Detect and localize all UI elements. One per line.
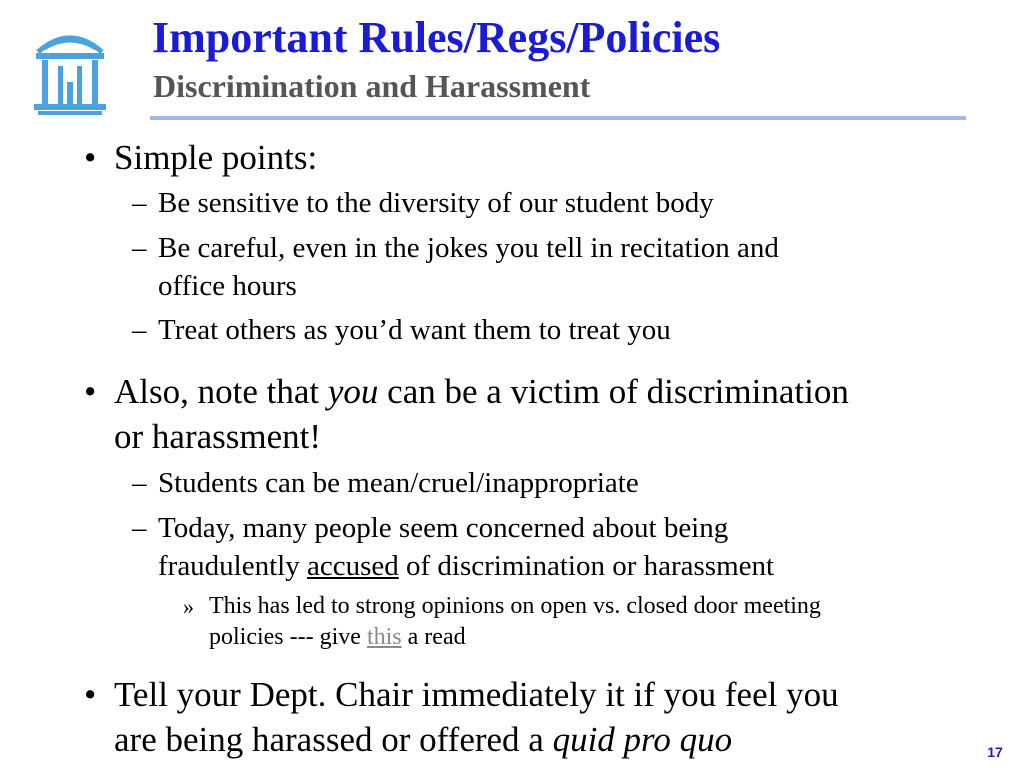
sub-bullet-text: Be careful, even in the jokes you tell in recitation and [158,232,779,264]
slide-subtitle: Discrimination and Harassment [153,68,591,104]
sub-bullet-text-cont: office hours [158,270,297,302]
bullet-text: Also, note that [114,372,328,411]
slide-title: Important Rules/Regs/Policies [152,13,721,62]
bullet-text-cont: are being harassed or offered a [114,720,553,759]
sub-sub-bullet-text-cont: policies --- give [209,624,367,650]
bullet-text: Tell your Dept. Chair immediately it if you feel you [114,675,839,714]
sub-sub-bullet [183,591,954,653]
sub-bullet [132,184,948,222]
dash-marker: – [132,232,147,264]
sub-bullet-text-cont: fraudulently [158,550,307,582]
emphasis-quid-pro-quo: quid pro quo [552,720,733,759]
sub-bullet-text: Treat others as you’d want them to treat you [158,314,671,346]
sub-bullet-text: Today, many people seem concerned about being [158,512,729,544]
dash-marker: – [132,314,147,346]
sub-bullet [132,229,948,305]
bullet-marker: • [84,675,97,714]
dash-marker: – [132,187,147,219]
raquo-marker: » [183,594,194,619]
sub-bullet-text: Be sensitive to the diversity of our student body [158,187,714,219]
sub-bullet-text-cont: of discrimination or harassment [398,550,775,582]
sub-sub-bullet-text: This has led to strong opinions on open vs. closed door meeting [209,593,821,619]
bullet-marker: • [84,372,97,411]
bullet-marker: • [84,138,97,177]
emphasis-you: you [327,372,379,411]
bullet-simple-points [84,135,964,180]
sub-sub-bullet-text-cont: a read [401,624,466,650]
sub-bullet-text: Students can be mean/cruel/inappropriate [158,467,639,499]
bullet-text-cont: or harassment! [114,417,322,456]
bullet-tell-chair [84,672,964,762]
underlined-accused: accused [306,550,399,582]
page-number: 17 [987,744,1003,760]
sub-bullet [132,509,948,585]
sub-bullet [132,311,948,349]
this-link[interactable]: this [366,624,402,650]
bullet-victim-note [84,369,964,459]
dash-marker: – [132,467,147,499]
bullet-text: Simple points: [114,138,318,177]
bullet-text: can be a victim of discrimination [378,372,849,411]
dash-marker: – [132,512,147,544]
sub-bullet [132,464,948,502]
